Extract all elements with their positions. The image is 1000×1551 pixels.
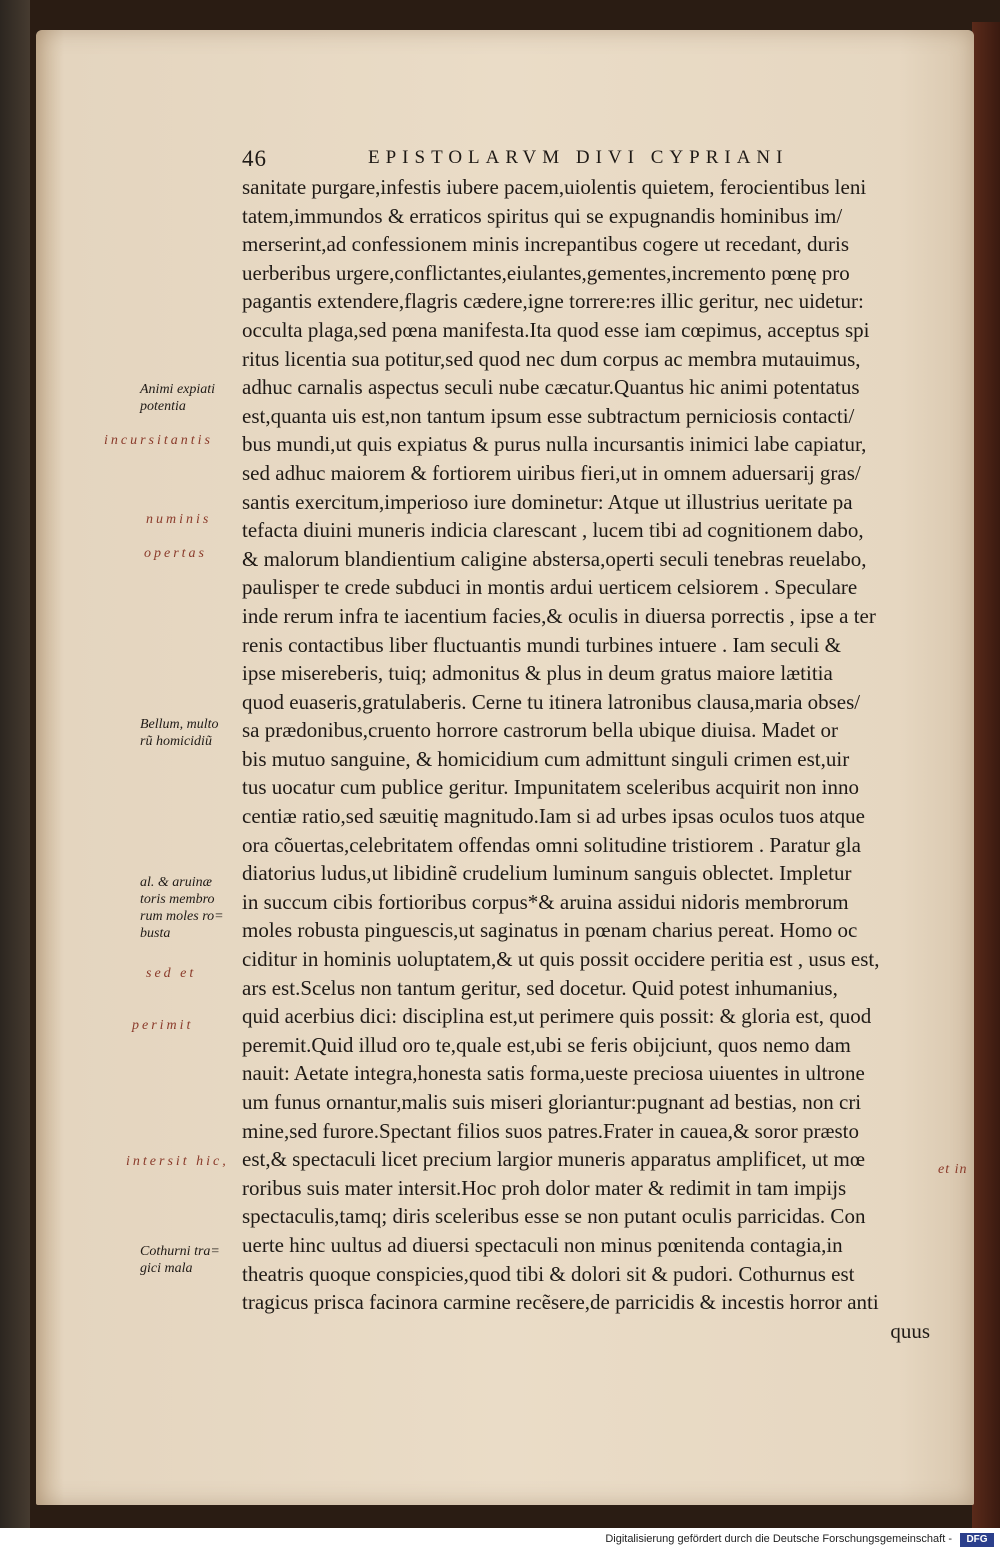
- text-line: roribus suis mater intersit.Hoc proh dolor mater & redimit in tam impijs: [242, 1175, 847, 1200]
- text-line: tatem,immundos & erraticos spiritus qui se expugnandis hominibus im/: [242, 203, 843, 228]
- text-line: mine,sed furore.Spectant filios suos patres.Frater in cauea,& soror præsto: [242, 1118, 860, 1143]
- body-text: [242, 173, 942, 1345]
- footer-credit: Digitalisierung gefördert durch die Deutsche Forschungsgemeinschaft -: [605, 1533, 952, 1545]
- text-line: quid acerbius dici: disciplina est,ut perimere quis possit: & gloria est, quod: [242, 1004, 872, 1029]
- text-line: occulta plaga,sed pœna manifesta.Ita quod esse iam cœpimus, acceptus spi: [242, 317, 870, 342]
- text-line: centiæ ratio,sed sæuitię magnitudo.Iam si ad urbes ipsas oculos tuos atque: [242, 804, 865, 829]
- running-title: EPISTOLARVM DIVI CYPRIANI: [368, 147, 789, 168]
- text-line: ciditur in hominis uoluptatem,& ut quis possit occidere peritia est , usus est,: [242, 947, 880, 972]
- handwritten-note-opertas: opertas: [144, 546, 207, 561]
- handwritten-note-intersit-hic: intersit hic,: [126, 1154, 229, 1169]
- side-note-cothurni: [140, 1243, 220, 1277]
- text-line: quod euaseris,gratulaberis. Cerne tu itinera latronibus clausa,maria obses/: [242, 689, 861, 714]
- text-line: pagantis extendere,flagris cædere,igne torrere:res illic geritur, nec uidetur:: [242, 289, 864, 314]
- text-line: bus mundi,ut quis expiatus & purus nulla incursantis inimici labe capiatur,: [242, 432, 867, 457]
- text-line: tefacta diuini muneris indicia clarescant , lucem tibi ad cognitionem dabo,: [242, 518, 864, 543]
- handwritten-note-sed-et: sed et: [146, 966, 197, 981]
- text-line: sed adhuc maiorem & fortiorem uiribus fieri,ut in omnem aduersarij gras/: [242, 460, 861, 485]
- text-line: nauit: Aetate integra,honesta satis forma,ueste preciosa uiuentes in ultrone: [242, 1061, 865, 1086]
- side-note-line: rũ homicidiũ: [140, 734, 212, 749]
- side-note-aruina: [140, 874, 224, 942]
- handwritten-note-perimit: perimit: [132, 1018, 194, 1033]
- side-note-line: al. & aruinæ: [140, 875, 212, 890]
- text-line: bis mutuo sanguine, & homicidium cum admittunt singuli crimen est,uir: [242, 746, 850, 771]
- text-line: & malorum blandientium caligine abstersa,operti seculi tenebras reuelabo,: [242, 546, 867, 571]
- handwritten-note-numinis: numinis: [146, 512, 212, 527]
- text-line: tragicus prisca facinora carmine recẽsere,de parricidis & incestis horror anti: [242, 1290, 879, 1315]
- text-line: peremit.Quid illud oro te,quale est,ubi se feris obijciunt, quos nemo dam: [242, 1032, 851, 1057]
- text-line: sanitate purgare,infestis iubere pacem,uiolentis quietem, ferocientibus leni: [242, 175, 867, 199]
- text-line: diatorius ludus,ut libidinẽ crudelium luminum sanguis oblectet. Impletur: [242, 861, 852, 886]
- text-line: inde rerum infra te iacentium facies,& oculis in diuersa porrectis , ipse a ter: [242, 603, 876, 628]
- text-line: paulisper te crede subduci in montis ardui uerticem celsiorem . Speculare: [242, 575, 858, 600]
- text-line: santis exercitum,imperioso iure dominetur: Atque ut illustrius ueritate pa: [242, 489, 853, 514]
- page-header: [242, 146, 932, 176]
- side-note-bellum: [140, 716, 219, 750]
- handwritten-note-incursitantis: incursitantis: [104, 433, 214, 448]
- text-line: moles robusta pinguescis,ut saginatus in pœnam charius pereat. Homo oc: [242, 918, 858, 943]
- text-line: sa prædonibus,cruento horrore castrorum bella ubique diuisa. Madet or: [242, 718, 839, 743]
- side-note-line: gici mala: [140, 1261, 193, 1276]
- side-note-line: Cothurni tra=: [140, 1244, 220, 1259]
- side-note-line: busta: [140, 926, 171, 941]
- text-line: uerte hinc uultus ad diuersi spectaculi non minus pœnitenda contagia,in: [242, 1232, 843, 1257]
- text-line: est,& spectaculi licet precium largior muneris apparatus amplificet, ut mœ: [242, 1147, 865, 1172]
- text-line: in succum cibis fortioribus corpus*& aruina assidui nidoris membrorum: [242, 889, 849, 914]
- side-note-line: Bellum, multo: [140, 717, 219, 732]
- footer-bar: [0, 1528, 1000, 1551]
- handwritten-note-et-in: et in: [938, 1162, 968, 1177]
- side-note-line: toris membro: [140, 892, 215, 907]
- text-line: theatris quoque conspicies,quod tibi & dolori sit & pudori. Cothurnus est: [242, 1261, 855, 1286]
- side-note-line: Animi expiati: [140, 382, 216, 397]
- text-line: merserint,ad confessionem minis increpantibus cogere ut recedant, duris: [242, 232, 850, 257]
- text-line: renis contactibus liber fluctuantis mundi turbines intuere . Iam seculi &: [242, 632, 841, 657]
- text-line: adhuc carnalis aspectus seculi nube cæcatur.Quantus hic animi potentatus: [242, 375, 860, 400]
- book-cover-edge: [972, 22, 1000, 1528]
- scan-left-edge: [0, 0, 30, 1528]
- catchword: quus: [890, 1318, 930, 1343]
- text-line: ora cõuertas,celebritatem offendas omni solitudine tristiorem . Paratur gla: [242, 832, 861, 857]
- text-line: ritus licentia sua potitur,sed quod nec dum corpus ac membra mutauimus,: [242, 346, 861, 371]
- text-line: tus uocatur cum publice geritur. Impunitatem sceleribus acquirit non inno: [242, 775, 860, 800]
- side-note-line: rum moles ro=: [140, 909, 224, 924]
- page-number: 46: [242, 146, 267, 171]
- text-line: ipse misereberis, tuiq; admonitus & plus in deum gratus maiore lætitia: [242, 661, 833, 686]
- text-line: spectaculis,tamq; diris sceleribus esse se non putant oculis parricidas. Con: [242, 1204, 866, 1229]
- side-note-animi: [140, 381, 215, 415]
- text-line: est,quanta uis est,non tantum ipsum esse subtractum perniciosis contacti/: [242, 403, 855, 428]
- text-line: uerberibus urgere,conflictantes,eiulantes,gementes,incremento pœnę pro: [242, 260, 850, 285]
- text-line: um funus ornantur,malis suis miseri gloriantur:pugnant ad bestias, non cri: [242, 1090, 862, 1114]
- text-line: ars est.Scelus non tantum geritur, sed docetur. Quid potest inhumanius,: [242, 975, 838, 1000]
- dfg-logo-icon: DFG: [960, 1533, 994, 1547]
- side-note-line: potentia: [140, 399, 186, 414]
